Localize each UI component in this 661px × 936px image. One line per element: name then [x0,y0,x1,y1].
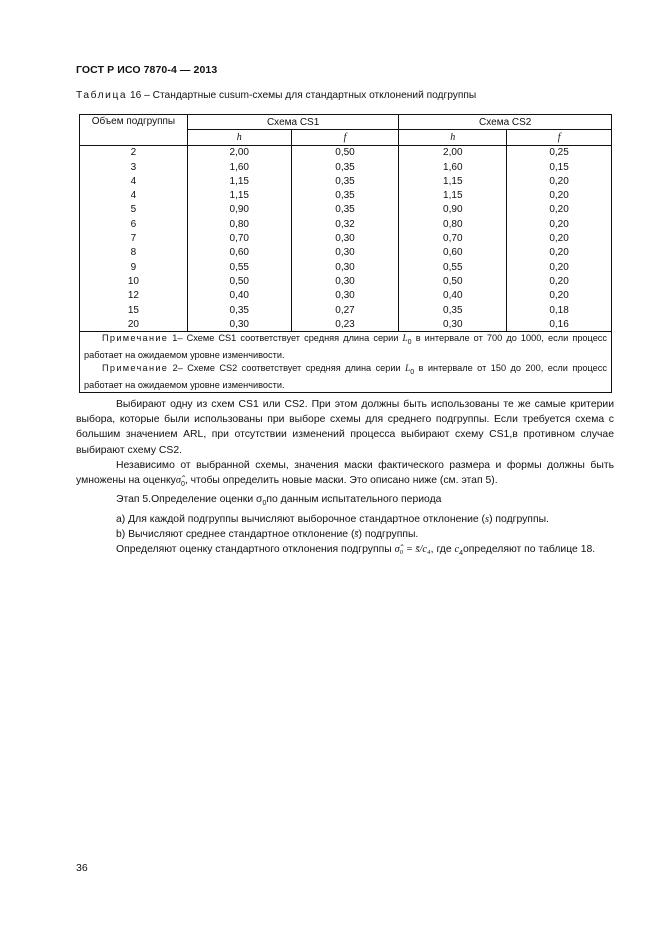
table-cell: 1,15 [399,174,507,188]
table-cell: 0,16 [507,317,612,332]
table-cell: 0,80 [187,217,291,231]
col-cs2-f: f [507,130,612,145]
table-cell: 0,20 [507,188,612,202]
table-cell: 0,70 [187,231,291,245]
page-number: 36 [76,862,88,874]
table-row [80,145,612,160]
table-cell: 0,50 [399,274,507,288]
table-cell: 6 [80,217,188,231]
table-row [80,260,612,274]
table-cell: 0,35 [291,174,399,188]
sigma-formula: σ̂₀ = s̄/c₄ [394,543,431,555]
list-item-a: a) Для каждой подгруппы вычисляют выборочное стандартное отклонение (s) подгруппы. [116,513,549,525]
table-cell: 12 [80,289,188,303]
table-cell: 0,35 [291,188,399,202]
table-cell: 0,35 [291,203,399,217]
table-cell: 0,23 [291,317,399,332]
document-header: ГОСТ Р ИСО 7870-4 — 2013 [76,64,218,76]
table-cell: 5 [80,203,188,217]
table-cell: 0,20 [507,274,612,288]
table-cell: 8 [80,246,188,260]
table-cell: 1,15 [187,174,291,188]
table-cell: 0,35 [291,160,399,174]
table-note-2: Примечание 2– Схеме CS2 соответствует средняя длина серии $L_0$ в интервале от 150 до 200, если процесс работает на ожидаемом уровне изменчивости. [80,362,612,392]
body-text [76,397,614,561]
table-cell: 0,25 [507,145,612,160]
col-cs2-h: h [399,130,507,145]
table-row [80,246,612,260]
table-cell: 1,15 [187,188,291,202]
table-cell: 0,27 [291,303,399,317]
table-row [80,231,612,245]
table-cell: 10 [80,274,188,288]
table-cell: 0,50 [187,274,291,288]
table-row [80,188,612,202]
table-cell: 0,30 [187,317,291,332]
table-cell: 9 [80,260,188,274]
table-cell: 0,30 [291,260,399,274]
table-cell: 20 [80,317,188,332]
table-cell: 1,60 [399,160,507,174]
table-row [80,217,612,231]
table-cell: 0,55 [187,260,291,274]
table-cell: 0,80 [399,217,507,231]
table-cell: 0,18 [507,303,612,317]
table-cell: 0,60 [399,246,507,260]
col-subgroup-size: Объем подгруппы [80,115,188,146]
table-cell: 0,70 [399,231,507,245]
table-row [80,317,612,332]
table-cell: 0,35 [399,303,507,317]
table-cell: 0,30 [291,274,399,288]
table-cell: 0,40 [399,289,507,303]
table-cell: 0,20 [507,174,612,188]
table-note-1: Примечание 1– Схеме CS1 соответствует средняя длина серии $L_0$ в интервале от 700 до 1000, если процесс работает на ожидаемом уровне изменчивости. [80,332,612,362]
table-cell: 15 [80,303,188,317]
table-cell: 4 [80,174,188,188]
table-row [80,303,612,317]
table-cell: 0,15 [507,160,612,174]
table-cell: 2,00 [187,145,291,160]
col-cs1-h: h [187,130,291,145]
cusum-schemes-table [79,114,612,393]
table-cell: 0,90 [399,203,507,217]
table-cell: 0,30 [291,231,399,245]
paragraph-stage-5: Этап 5.Определение оценки $\sigma_0по$ данным испытательного периода [116,494,442,508]
table-cell: 0,60 [187,246,291,260]
table-cell: 2,00 [399,145,507,160]
table-cell: 0,20 [507,289,612,303]
table-cell: 0,30 [291,289,399,303]
table-row [80,203,612,217]
table-cell: 0,90 [187,203,291,217]
table-row [80,274,612,288]
table-row [80,174,612,188]
table-cell: 0,20 [507,217,612,231]
table-cell: 0,30 [399,317,507,332]
paragraph-mask-scaling: Независимо от выбранной схемы, значения маски фактического размера и формы должны быть умножены на $оценку\sigmâ_0$, чтобы определить новые маски. Это описано ниже (см. этап 5). [76,459,614,489]
table-cell: 3 [80,160,188,174]
col-cs1-f: f [291,130,399,145]
table-cell: 0,50 [291,145,399,160]
table-caption-text: 16 – Стандартные cusum-схемы для стандартных отклонений подгруппы [127,90,477,101]
table-cell: 0,20 [507,246,612,260]
table-cell: 0,32 [291,217,399,231]
table-cell: 0,55 [399,260,507,274]
table-cell: 1,15 [399,188,507,202]
table-cell: 1,60 [187,160,291,174]
list-item-b: b) Вычисляют среднее стандартное отклонение (s̄) подгруппы. [116,528,419,540]
paragraph-scheme-choice: Выбирают одну из схем CS1 или CS2. При этом должны быть использованы те же самые критерии выбора, которые были использованы при выборе схемы для среднего подгруппы. Если требуется схема с большим значением ARL, при отсутствии изменений процесса выбирают схему CS1,в противном случае выбирают схему CS2. [76,399,614,456]
table-cell: 0,35 [187,303,291,317]
table-cell: 0,20 [507,231,612,245]
table-cell: 7 [80,231,188,245]
col-scheme-cs1: Схема CS1 [187,115,399,130]
table-row [80,289,612,303]
table-caption [76,90,476,101]
table-cell: 4 [80,188,188,202]
col-scheme-cs2: Схема CS2 [399,115,612,130]
table-cell: 2 [80,145,188,160]
table-cell: 0,30 [291,246,399,260]
table-cell: 0,20 [507,203,612,217]
table-cell: 0,40 [187,289,291,303]
table-cell: 0,20 [507,260,612,274]
paragraph-sigma-estimate: Определяют оценку стандартного отклонения подгруппы σ̂₀ = s̄/c₄, где $c_4определяют$ по таблице 18. [116,543,596,558]
table-caption-prefix: Таблица [76,90,128,101]
table-row [80,160,612,174]
